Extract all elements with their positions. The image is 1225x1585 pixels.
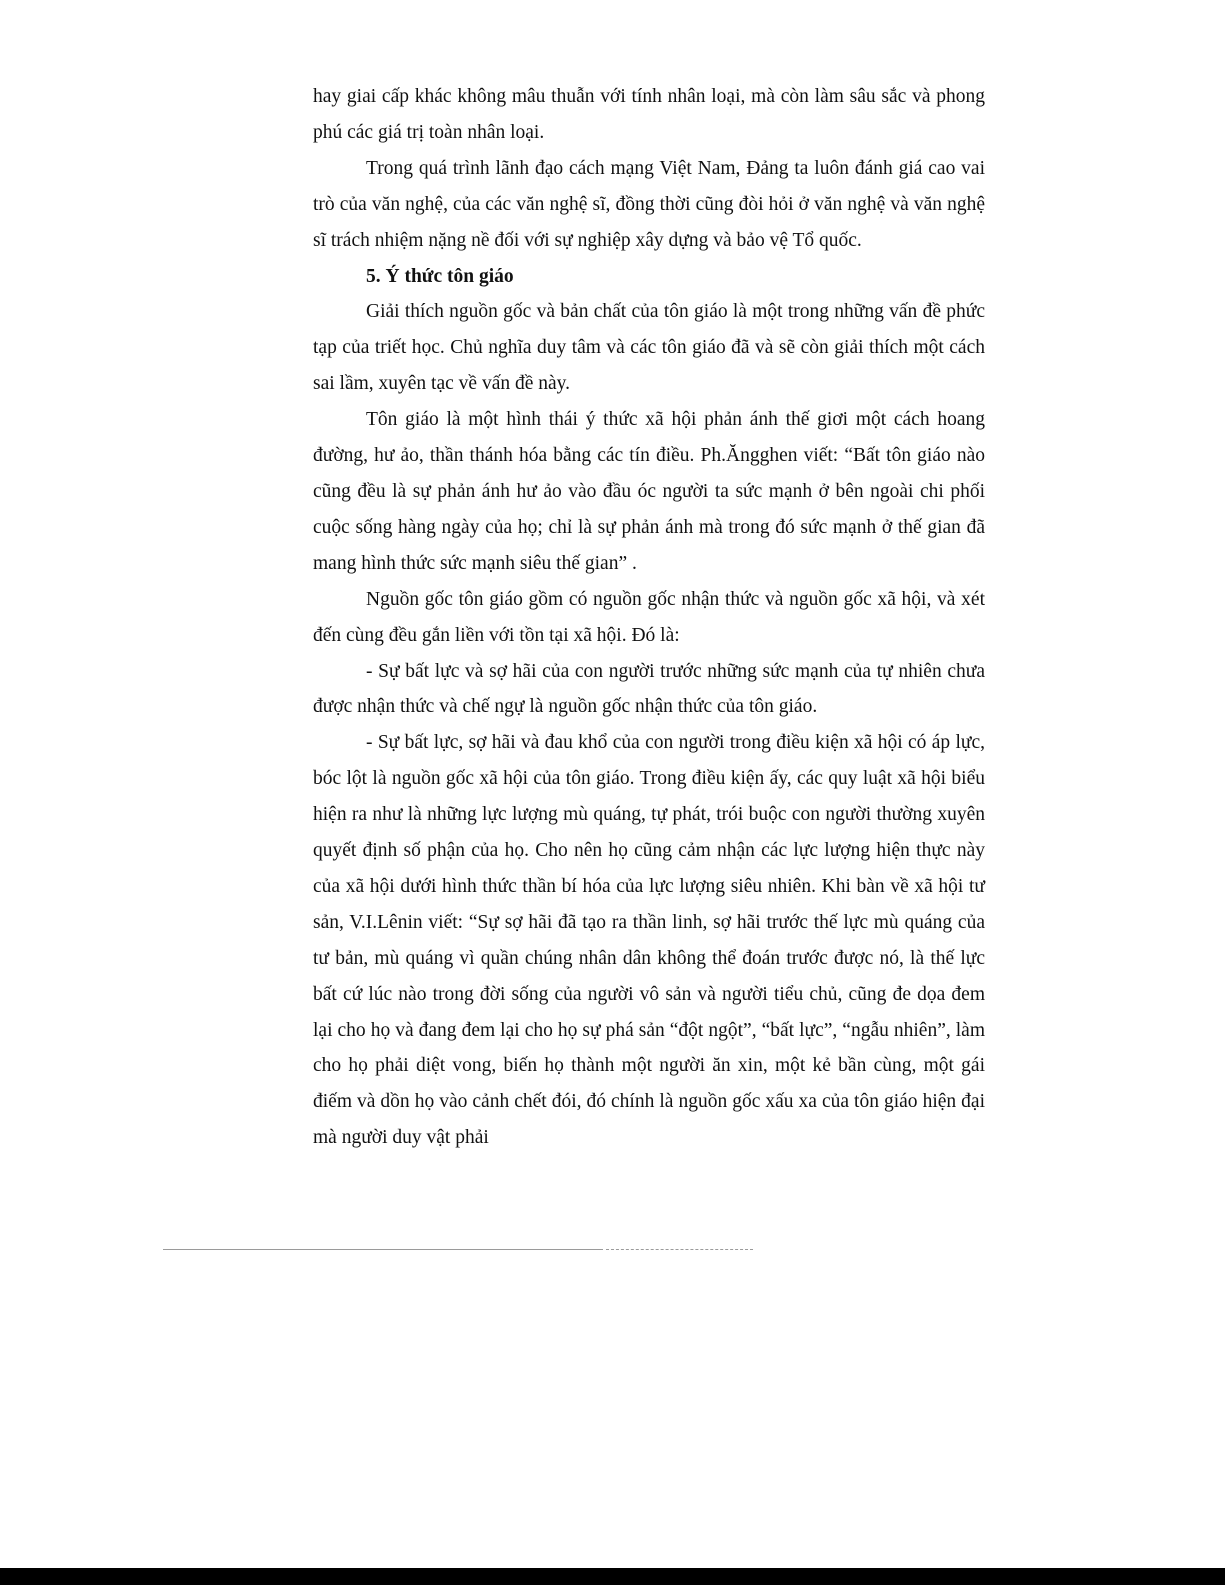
paragraph-cognitive-source: - Sự bất lực và sợ hãi của con người trước những sức mạnh của tự nhiên chưa được nhận thức và chế ngự là nguồn gốc nhận thức của tôn giáo. <box>313 660 985 718</box>
paragraph-religion-origin: Giải thích nguồn gốc và bản chất của tôn giáo là một trong những vấn đề phức tạp của triết học. Chủ nghĩa duy tâm và các tôn giáo đã và sẽ còn giải thích một cách sai lầm, xuyên tạc về vấn đề này. <box>313 301 985 395</box>
paragraph-religion-sources: Nguồn gốc tôn giáo gồm có nguồn gốc nhận thức và nguồn gốc xã hội, và xét đến cùng đều gắn liền với tồn tại xã hội. Đó là: <box>313 588 985 646</box>
section-heading: 5. Ý thức tôn giáo <box>366 265 514 287</box>
body-text <box>313 79 985 1156</box>
paragraph-social-source: - Sự bất lực, sợ hãi và đau khổ của con người trong điều kiện xã hội có áp lực, bóc lột là nguồn gốc xã hội của tôn giáo. Trong điều kiện ấy, các quy luật xã hội biểu hiện ra như là những lực lượng mù quáng, tự phát, trói buộc con người thường xuyên quyết định số phận của họ. Cho nên họ cũng cảm nhận các lực lượng hiện thực này của xã hội dưới hình thức thần bí hóa của lực lượng siêu nhiên. Khi bàn về xã hội tư sản, V.I.Lênin viết: “Sự sợ hãi đã tạo ra thần linh, sợ hãi trước thế lực mù quáng của tư bản, mù quáng vì quần chúng nhân dân không thể đoán trước được nó, là thế lực bất cứ lúc nào trong đời sống của người vô sản và người tiểu chủ, cũng đe dọa đem lại cho họ và đang đem lại cho họ sự phá sản “đột ngột”, “bất lực”, “ngẫu nhiên”, làm cho họ phải diệt vong, biến họ thành một người ăn xin, một kẻ bần cùng, một gái điếm và dồn họ vào cảnh chết đói, đó chính là nguồn gốc xấu xa của tôn giáo hiện đại mà người duy vật phải <box>313 732 985 1149</box>
paragraph-continuation: hay giai cấp khác không mâu thuẫn với tính nhân loại, mà còn làm sâu sắc và phong phú các giá trị toàn nhân loại. <box>313 86 985 143</box>
paragraph-religion-definition: Tôn giáo là một hình thái ý thức xã hội phản ánh thế giơi một cách hoang đường, hư ảo, thần thánh hóa bằng các tín điều. Ph.Ăngghen viết: “Bất tôn giáo nào cũng đều là sự phản ánh hư ảo vào đầu óc người ta sức mạnh ở bên ngoài chi phối cuộc sống hàng ngày của họ; chỉ là sự phản ánh mà trong đó sức mạnh ở thế gian đã mang hình thức sức mạnh siêu thế gian” . <box>313 409 985 574</box>
footnote-separator <box>163 1249 603 1250</box>
page-bottom-edge <box>0 1568 1225 1585</box>
footnote-separator-dashed <box>606 1249 753 1250</box>
paragraph-party-arts: Trong quá trình lãnh đạo cách mạng Việt Nam, Đảng ta luôn đánh giá cao vai trò của văn nghệ, của các văn nghệ sĩ, đồng thời cũng đòi hỏi ở văn nghệ và văn nghệ sĩ trách nhiệm nặng nề đối với sự nghiệp xây dựng và bảo vệ Tổ quốc. <box>313 157 985 251</box>
